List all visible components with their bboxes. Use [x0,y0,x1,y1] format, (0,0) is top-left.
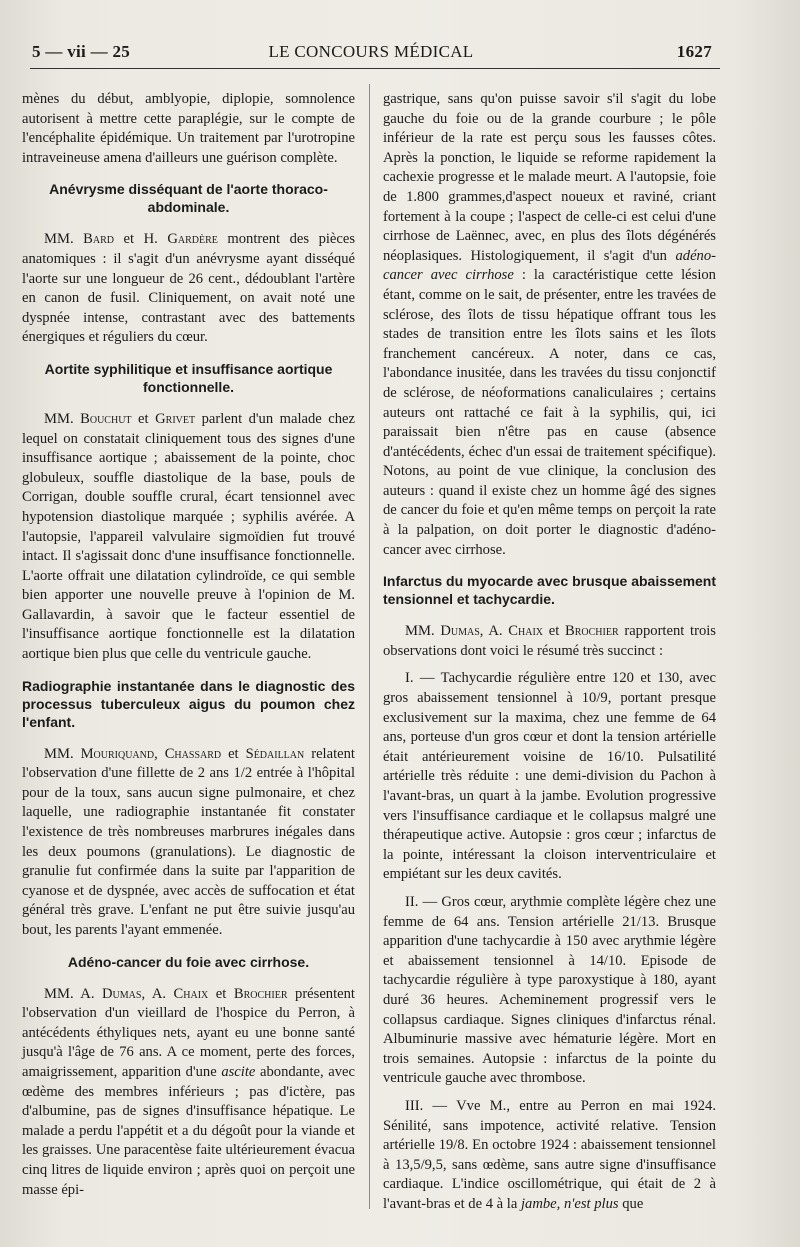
author-name: Bard [83,231,114,248]
paragraph-infarctus-intro: MM. Dumas, A. Chaix et Brochier rapportent trois observations dont voici le résumé très succinct : [383,623,716,659]
issue-date: 5 — vii — 25 [32,42,131,61]
column-divider [369,84,370,1209]
author-name: Chaix [173,985,209,1002]
author-name: Sédaillan [245,745,305,762]
paragraph-aortite: MM. Bouchut et Grivet parlent d'un malade chez lequel on constatait cliniquement tous des signes d'une insuffisance aortique ; abaissement de la pointe, choc globuleux, souffle diastolique de la base, pouls de Corrigan, double souffle crural, écart tensionnel avec hypotension diastolique marquée ; syphilis avérée. A l'autopsie, l'appareil valvulaire sigmoïdien fut trouvé intact. Il s'agissait donc d'une insuffisance fonctionnelle. L'aorte offrait une dilatation cylindroïde, ce qui semble bien apporter une nouvelle preuve à l'opinion de M. Gallavardin, à savoir que le facteur essentiel de l'insuffisance aortique fonctionnelle est la dilatation aortique bien plus que celle du ventricule gauche. [22,410,356,663]
section-title-anevrysme: Anévrysme disséquant de l'aorte thoraco-abdominale. [49,181,328,216]
section-title-infarctus: Infarctus du myocarde avec brusque abaissement tensionnel et tachycardie. [383,573,717,608]
author-name: Dumas, [440,623,484,640]
author-name: Chassard [164,745,222,762]
right-column [383,90,716,1222]
observation-2: II. — Gros cœur, arythmie complète légère chez une femme de 64 ans. Tension artérielle 21/13. Brusque apparition d'une tachycardie à 150 avec arythmie légère et abaissement tensionnel à 14/10. Episode de tachycardie régulière à type paroxystique à 180, ayant duré 36 heures. Acheminement progressif vers le collapsus cardiaque. Signes cliniques d'infarctus rénal. Albuminurie massive avec hématurie légère. Mort en trois semaines. Autopsie : infarctus de la pointe du ventricule gauche avec thrombose. [383,893,716,1087]
author-name: Dumas, [102,985,146,1002]
author-name: Mouriquand, [80,745,158,762]
paragraph-radiographie: MM. Mouriquand, Chassard et Sédaillan relatent l'observation d'une fillette de 2 ans 1/2 entrée à l'hôpital pour de la toux, sans aucun signe pulmonaire, et chez laquelle, une radiographie instantanée fit constater l'existence de très nombreuses marbrures inégales dans les deux poumons (granulations). Le diagnostic de granulie fut confirmée dans la suite par l'apparition de cyanose et de dyspnée, avec accès de suffocation et état général très grave. L'enfant ne put être suivie jusqu'au bout, les parents l'ayant emmenée. [22,745,355,938]
author-name: Brochier [564,623,619,640]
observation-1: I. — Tachycardie régulière entre 120 et 130, avec gros abaissement tensionnel à 10/9, portant presque exclusivement sur la maxima, chez une femme de 64 ans, porteuse d'un gros cœur et dont la tension artérielle était antérieurement voisine de 16/10. Pulsatilité artérielle très réduite : une demi-division du Pachon à l'avant-bras, un quart à la jambe. Evolution progressive vers l'insuffisance cardiaque et le collapsus malgré une thérapeutique active. Autopsie : gros cœur ; infarctus de la pointe, intéressant la cloison interventriculaire et empiétant sur les deux cavités. [383,670,716,883]
header-rule [30,68,720,69]
author-name: Grivet [155,410,196,427]
section-title-radiographie: Radiographie instantanée dans le diagnostic des processus tuberculeux aigus du poumon chez l'enfant. [22,677,355,730]
journal-title: LE CONCOURS MÉDICAL [268,42,474,61]
paragraph-adeno-cancer-continued: gastrique, sans qu'on puisse savoir s'il s'agit du lobe gauche du foie ou de la grande courbure ; le pôle inférieur de la rate est perçu sous les fausses côtes. Après la ponction, le liquide se reforme rapidement la cachexie progresse et le malade meurt. A l'autopsie, foie de 1.800 grammes,d'aspect noueux et raviné, criant fortement à la coupe ; l'aspect de celle-ci est celui d'une cirrhose de Laënnec, avec, en plus des îlots dégénérés néoplasiques. Histologiquement, il s'agit d'un adéno-cancer avec cirrhose : la caractéristique cette lésion étant, comme on le sait, de présenter, entre les travées de sclérose, des îlots de tissu hépatique offrant tous les stades de transition entre les îlots sains et les îlots franchement cancéreux. A noter, dans ce cas, l'abondance inusitée, dans les travées du tissu conjonctif de sclérose, de néoformations canaliculaires ; certains auteurs ont rattaché ce fait à la syphilis, qui, ici paraissait bien n'être pas en cause (absence d'antécédents, échec d'un essai de traitement spécifique). Notons, au point de vue clinique, la conclusion des auteurs : quand il existe chez un homme âgé des signes de cancer du foie et qu'en même temps on perçoit la rate à la palpation, on doit porter le diagnostic d'adéno-cancer avec cirrhose. [383,91,716,558]
author-name: Chaix [508,623,543,640]
intro-paragraph: mènes du début, amblyopie, diplopie, somnolence autorisent à mettre cette paraplégie, sur le compte de l'encéphalite épidémique. Un traitement par l'urotropine intraveineuse amena d'ailleurs une guérison complète. [22,91,355,166]
author-name: Gardère [167,231,218,248]
page-header [30,40,712,66]
left-column [22,90,355,1208]
author-name: Bouchut [80,410,132,427]
section-title-adeno-cancer: Adéno-cancer du foie avec cirrhose. [67,953,310,970]
page-number: 1627 [676,42,712,61]
paragraph-anevrysme: MM. Bard et H. Gardère montrent des pièces anatomiques : il s'agit d'un anévrysme ayant disséqué l'aorte sur une longueur de 26 cent., dédoublant l'artère en canon de fusil. Cliniquement, on avait noté une dyspnée intense, contrastant avec des battements énergiques et réguliers du cœur. [22,231,356,346]
paragraph-adeno-cancer: MM. A. Dumas, A. Chaix et Brochier présentent l'observation d'un vieillard de l'hospice du Perron, à antécédents éthyliques nets, ayant eu une bonne santé jusqu'à l'âge de 76 ans. A ce moment, perte des forces, amaigrissement, apparition d'une ascite abondante, avec œdème des membres inférieurs ; pas d'ictère, pas d'albumine, pas de signes d'insuffisance hépatique. Le malade a perdu l'appétit et a du dégoût pour la viande et les graisses. Une paracentèse faite ultérieurement évacua cinq litres de liquide environ ; après quoi on perçoit une masse épi- [22,985,356,1198]
observation-3: III. — Vve M., entre au Perron en mai 1924. Sénilité, sans impotence, activité relative. Tension artérielle 19/8. En octobre 1924 : abaissement tensionnel à 13,5/9,5, sans œdème, sans autre signe d'insuffisance cardiaque. L'indice oscillométrique, qui était de 2 à l'avant-bras et de 4 à la jambe, n'est plus que [383,1097,716,1212]
author-name: Brochier [233,985,288,1002]
section-title-aortite: Aortite syphilitique et insuffisance aortique fonctionnelle. [44,360,333,395]
